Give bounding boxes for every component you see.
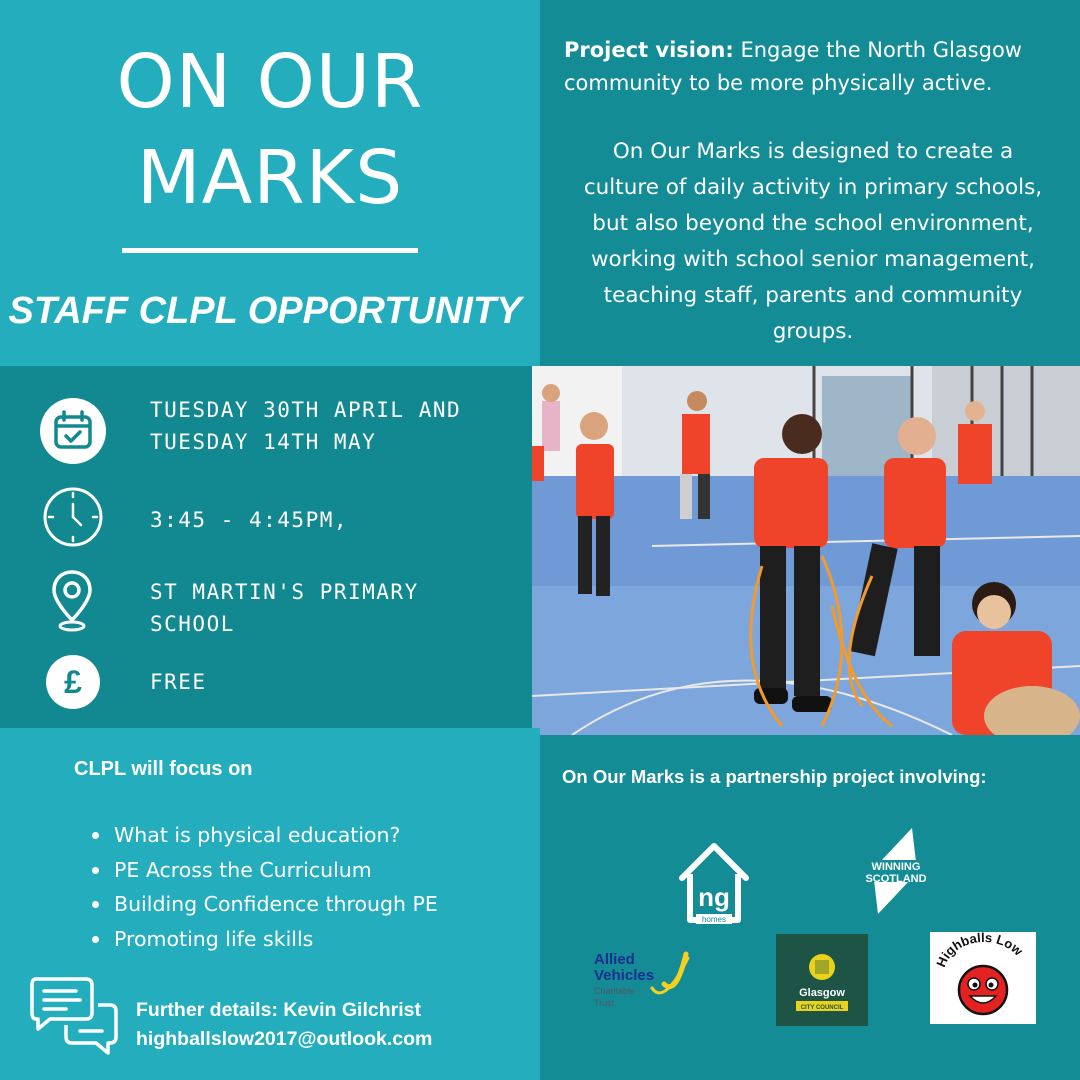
winning-scotland-logo	[852, 826, 940, 916]
focus-heading: CLPL will focus on	[74, 758, 253, 780]
list-item: What is physical education?	[86, 818, 438, 853]
contact-email[interactable]: highballslow2017@outlook.com	[136, 1028, 433, 1050]
highballs-low-logo	[930, 932, 1036, 1024]
event-cost: FREE	[150, 670, 207, 694]
title-line-1: ON OUR	[116, 39, 424, 125]
winning-scotland-line1: WINNING	[871, 861, 921, 873]
list-item: Building Confidence through PE	[86, 887, 438, 922]
project-vision-text: Engage the North Glasgow community to be more physically active.	[564, 38, 1022, 95]
ng-homes-main: ng	[698, 882, 730, 912]
date-line-2: TUESDAY 14TH MAY	[150, 430, 377, 454]
glasgow-line2: CITY COUNCIL	[800, 1005, 844, 1011]
project-description: On Our Marks is designed to create a culture of daily activity in primary schools, but also beyond the school environment, working with school senior management, teaching staff, parents and community groups.	[583, 139, 1043, 344]
svg-text:£: £	[64, 664, 82, 700]
chat-bubbles-icon	[28, 975, 120, 1057]
allied-line4: Trust	[594, 998, 615, 1008]
allied-line2: Vehicles	[594, 967, 655, 984]
date-line-1: TUESDAY 30TH APRIL AND	[150, 398, 462, 422]
ng-homes-logo	[676, 840, 752, 928]
event-venue	[150, 576, 530, 640]
clock-icon	[42, 486, 104, 548]
contact-name: Further details: Kevin Gilchrist	[136, 999, 421, 1021]
event-time: 3:45 - 4:45PM,	[150, 508, 349, 532]
list-item: PE Across the Curriculum	[86, 853, 438, 888]
highballs-text: Highballs Low	[933, 932, 1026, 970]
glasgow-line1: Glasgow	[799, 987, 845, 999]
title-line-2: MARKS	[136, 135, 404, 221]
children-skipping-photo	[532, 366, 1080, 735]
focus-list	[86, 818, 438, 956]
list-item: Promoting life skills	[86, 922, 438, 957]
project-vision	[564, 34, 1064, 100]
venue-line-2: SCHOOL	[150, 612, 235, 636]
venue-line-1: ST MARTIN'S PRIMARY	[150, 580, 419, 604]
winning-scotland-line2: SCOTLAND	[865, 873, 927, 885]
glasgow-city-council-logo	[776, 934, 868, 1026]
allied-line1: Allied	[594, 951, 635, 968]
allied-vehicles-logo	[590, 948, 696, 1014]
title-divider	[122, 248, 418, 253]
calendar-icon	[40, 398, 106, 464]
photo-illustration	[532, 366, 1080, 735]
ng-homes-sub: homes	[701, 915, 727, 924]
project-vision-label: Project vision:	[564, 38, 734, 62]
allied-line3: Charitable	[594, 986, 636, 996]
pound-sign-icon	[46, 655, 100, 709]
partner-heading: On Our Marks is a partnership project involving:	[562, 766, 987, 787]
event-dates	[150, 394, 530, 458]
location-pin-icon	[50, 568, 94, 634]
subtitle: STAFF CLPL OPPORTUNITY	[8, 290, 522, 332]
